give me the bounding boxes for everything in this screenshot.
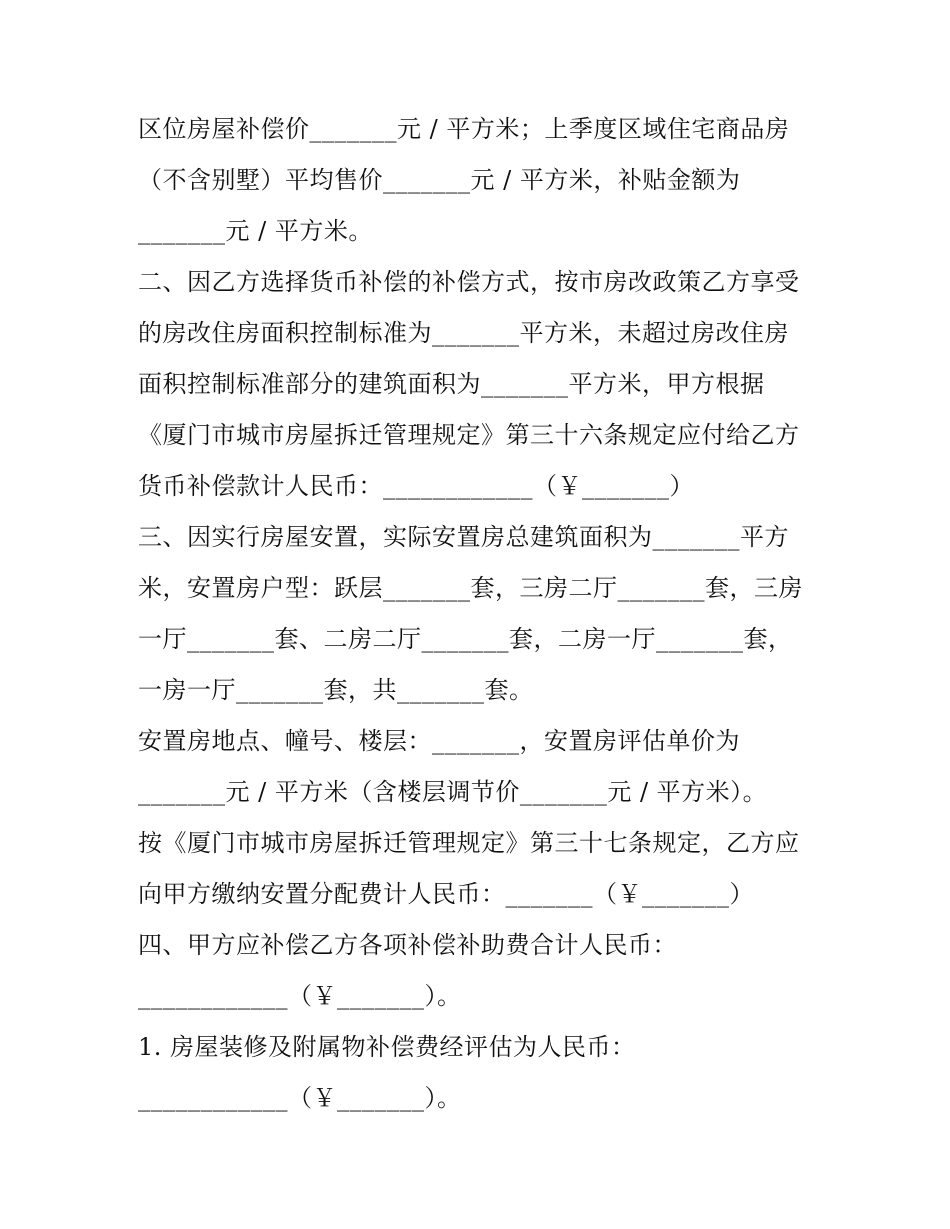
text-line-4: 二、因乙方选择货币补偿的补偿方式，按市房改政策乙方享受: [138, 268, 800, 296]
text-line-15: 按《厦门市城市房屋拆迁管理规定》第三十七条规定，乙方应: [138, 829, 800, 857]
text-line-13: 安置房地点、幢号、楼层：_______，安置房评估单价为: [138, 727, 740, 755]
text-line-18: ____________（￥_______）。: [138, 982, 462, 1010]
text-line-19: 1. 房屋装修及附属物补偿费经评估为人民币：: [138, 1033, 636, 1061]
text-line-7: 《厦门市城市房屋拆迁管理规定》第三十六条规定应付给乙方: [138, 421, 800, 449]
document-body: [138, 104, 828, 1124]
text-line-16: 向甲方缴纳安置分配费计人民币：_______（￥_______）: [138, 880, 754, 908]
text-line-11: 一厅_______套、二房二厅_______套，二房一厅_______套，: [138, 625, 793, 653]
text-line-2: （不含别墅）平均售价_______元 / 平方米，补贴金额为: [138, 166, 741, 194]
text-line-12: 一房一厅_______套，共_______套。: [138, 676, 534, 704]
text-line-20: ____________（￥_______）。: [138, 1084, 462, 1112]
text-line-14: _______元 / 平方米（含楼层调节价_______元 / 平方米）。: [138, 778, 768, 806]
text-line-17: 四、甲方应补偿乙方各项补偿补助费合计人民币：: [138, 931, 677, 959]
text-line-5: 的房改住房面积控制标准为_______平方米，未超过房改住房: [138, 319, 789, 347]
text-line-8: 货币补偿款计人民币：____________（￥_______）: [138, 472, 694, 500]
text-line-6: 面积控制标准部分的建筑面积为_______平方米，甲方根据: [138, 370, 765, 398]
text-line-10: 米，安置房户型：跃层_______套，三房二厅_______套，三房: [138, 574, 803, 602]
text-line-9: 三、因实行房屋安置，实际安置房总建筑面积为_______平方: [138, 523, 789, 551]
text-line-3: _______元 / 平方米。: [138, 217, 373, 245]
text-line-1: 区位房屋补偿价_______元 / 平方米；上季度区域住宅商品房: [138, 115, 790, 143]
